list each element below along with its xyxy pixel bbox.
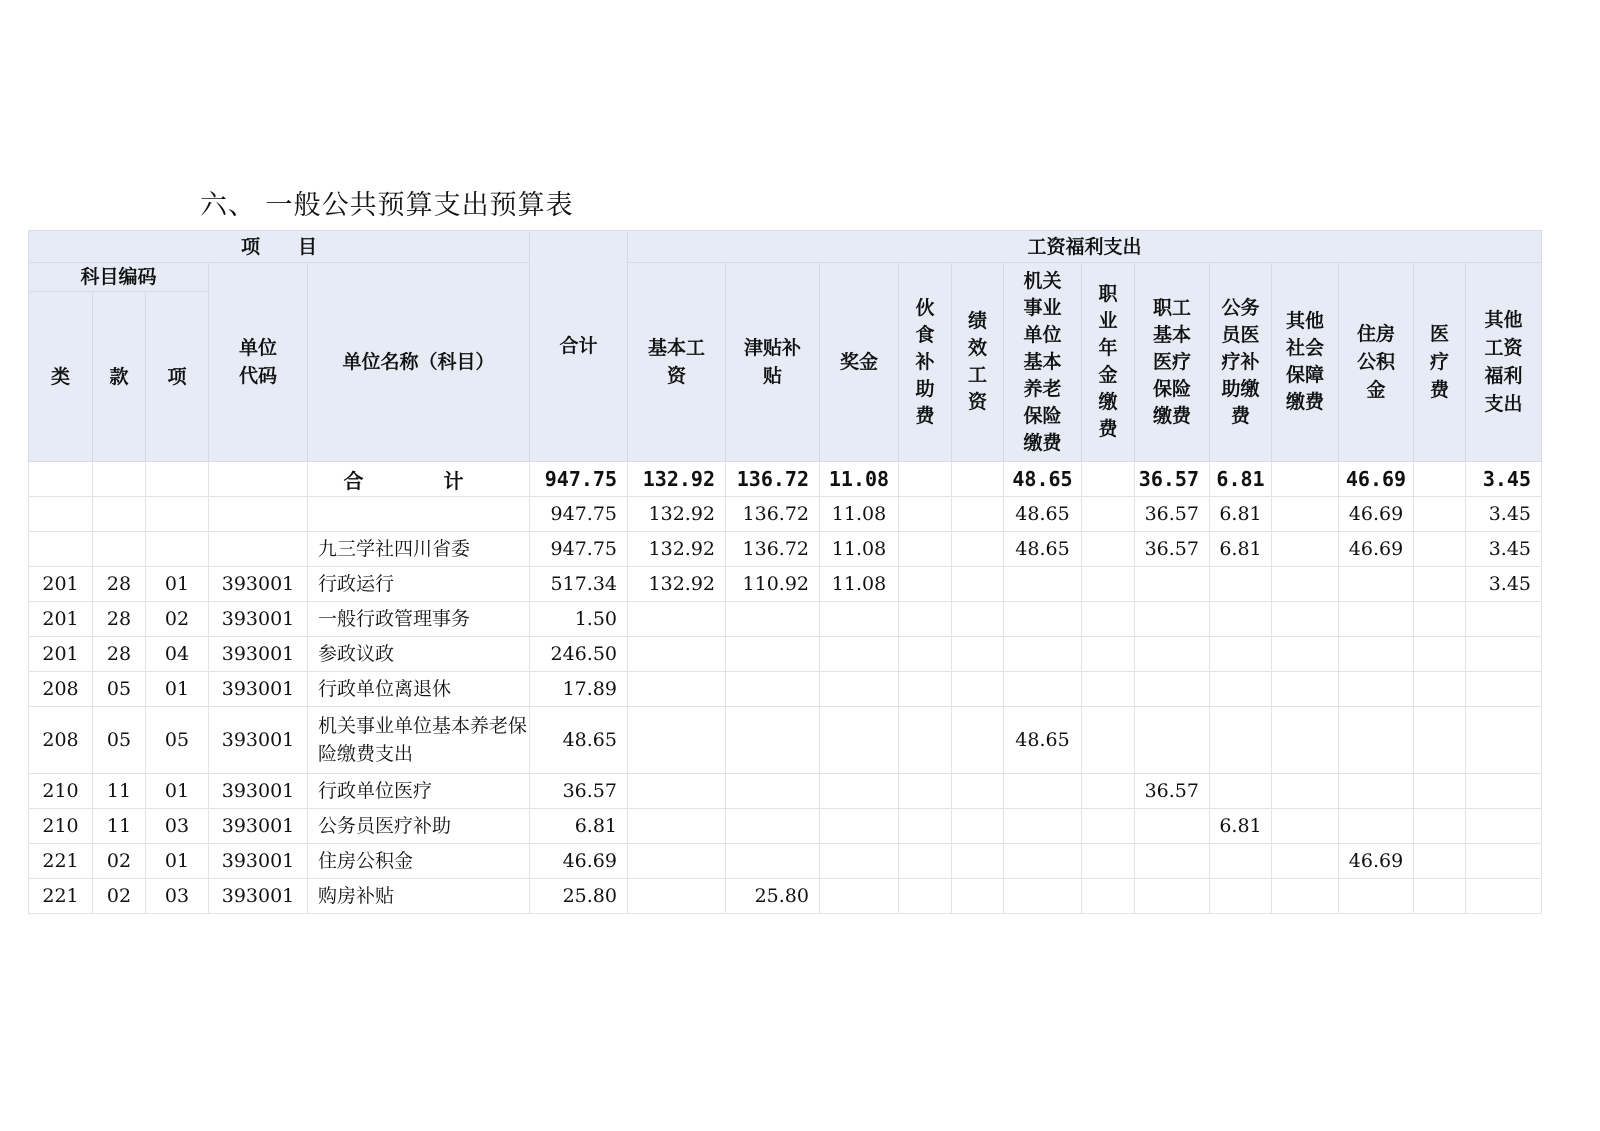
cell-col-2	[820, 637, 899, 672]
cell-col-10	[1339, 879, 1414, 914]
cell-col-12	[1466, 602, 1542, 637]
cell-unit-code: 393001	[209, 809, 308, 844]
cell-col-3	[899, 462, 952, 497]
cell-col-3	[899, 532, 952, 567]
cell-col-4	[952, 844, 1004, 879]
cell-col-1	[726, 707, 820, 774]
cell-col-0: 132.92	[628, 497, 726, 532]
cell-kuan: 11	[93, 809, 146, 844]
cell-col-2	[820, 707, 899, 774]
cell-col-3	[899, 809, 952, 844]
cell-col-2	[820, 844, 899, 879]
cell-total: 48.65	[530, 707, 628, 774]
cell-col-5	[1004, 567, 1082, 602]
cell-col-3	[899, 707, 952, 774]
header-kuan: 款	[93, 292, 146, 462]
table-row	[29, 844, 1542, 879]
cell-col-9	[1272, 602, 1339, 637]
page-title: 六、 一般公共预算支出预算表	[200, 190, 574, 221]
cell-col-1	[726, 637, 820, 672]
cell-kuan: 11	[93, 774, 146, 809]
cell-unit-name: 合 计	[308, 462, 530, 497]
cell-xiang: 03	[146, 809, 209, 844]
cell-xiang: 01	[146, 567, 209, 602]
cell-col-0	[628, 774, 726, 809]
cell-col-6	[1082, 462, 1135, 497]
cell-total: 6.81	[530, 809, 628, 844]
cell-lei: 201	[29, 567, 93, 602]
cell-xiang: 02	[146, 602, 209, 637]
cell-col-0	[628, 844, 726, 879]
cell-col-12: 3.45	[1466, 462, 1542, 497]
cell-col-9	[1272, 774, 1339, 809]
cell-col-4	[952, 879, 1004, 914]
cell-kuan: 28	[93, 567, 146, 602]
cell-col-2: 11.08	[820, 462, 899, 497]
table-row	[29, 879, 1542, 914]
cell-unit-name: 一般行政管理事务	[308, 602, 530, 637]
cell-lei: 201	[29, 602, 93, 637]
cell-total: 36.57	[530, 774, 628, 809]
cell-col-12: 3.45	[1466, 497, 1542, 532]
cell-col-5	[1004, 879, 1082, 914]
cell-col-5	[1004, 844, 1082, 879]
cell-col-7	[1135, 844, 1210, 879]
cell-xiang: 01	[146, 774, 209, 809]
cell-col-12	[1466, 707, 1542, 774]
cell-col-10: 46.69	[1339, 844, 1414, 879]
cell-col-7: 36.57	[1135, 774, 1210, 809]
cell-col-0	[628, 879, 726, 914]
cell-col-8: 6.81	[1210, 532, 1272, 567]
table-row	[29, 672, 1542, 707]
header-col-2: 奖金	[820, 263, 899, 462]
cell-col-6	[1082, 567, 1135, 602]
cell-col-12	[1466, 844, 1542, 879]
cell-col-10	[1339, 602, 1414, 637]
cell-col-1	[726, 602, 820, 637]
cell-lei: 210	[29, 809, 93, 844]
cell-col-10: 46.69	[1339, 532, 1414, 567]
cell-xiang	[146, 532, 209, 567]
header-col-12: 其他工资福利支出	[1466, 263, 1542, 462]
cell-col-8: 6.81	[1210, 497, 1272, 532]
cell-unit-code	[209, 532, 308, 567]
cell-col-6	[1082, 879, 1135, 914]
cell-col-11	[1414, 672, 1466, 707]
cell-col-1: 136.72	[726, 462, 820, 497]
cell-unit-name: 公务员医疗补助	[308, 809, 530, 844]
cell-col-1	[726, 809, 820, 844]
cell-col-5	[1004, 637, 1082, 672]
cell-xiang	[146, 462, 209, 497]
cell-col-10	[1339, 707, 1414, 774]
table-row	[29, 774, 1542, 809]
header-col-8: 公务员医疗补助缴费	[1210, 263, 1272, 462]
cell-col-11	[1414, 637, 1466, 672]
cell-col-11	[1414, 774, 1466, 809]
cell-col-11	[1414, 879, 1466, 914]
budget-table	[28, 230, 1542, 914]
cell-col-11	[1414, 567, 1466, 602]
cell-unit-code: 393001	[209, 707, 308, 774]
cell-unit-code	[209, 462, 308, 497]
cell-total: 947.75	[530, 497, 628, 532]
cell-col-6	[1082, 672, 1135, 707]
cell-total: 25.80	[530, 879, 628, 914]
cell-col-3	[899, 879, 952, 914]
cell-col-5: 48.65	[1004, 462, 1082, 497]
cell-col-5	[1004, 774, 1082, 809]
cell-col-8	[1210, 672, 1272, 707]
cell-col-7	[1135, 567, 1210, 602]
header-col-4: 绩效工资	[952, 263, 1004, 462]
table-header	[29, 231, 1542, 462]
cell-lei	[29, 532, 93, 567]
header-col-11: 医疗费	[1414, 263, 1466, 462]
cell-unit-name: 购房补贴	[308, 879, 530, 914]
cell-xiang: 03	[146, 879, 209, 914]
cell-col-6	[1082, 532, 1135, 567]
cell-col-5: 48.65	[1004, 532, 1082, 567]
cell-col-8	[1210, 637, 1272, 672]
cell-lei: 201	[29, 637, 93, 672]
cell-col-3	[899, 637, 952, 672]
cell-total: 947.75	[530, 532, 628, 567]
header-col-7: 职工基本医疗保险缴费	[1135, 263, 1210, 462]
cell-unit-name	[308, 497, 530, 532]
cell-col-8	[1210, 844, 1272, 879]
cell-total: 17.89	[530, 672, 628, 707]
cell-xiang: 04	[146, 637, 209, 672]
cell-col-11	[1414, 497, 1466, 532]
cell-col-3	[899, 672, 952, 707]
table-row	[29, 707, 1542, 774]
table-body	[29, 462, 1542, 914]
cell-xiang: 01	[146, 672, 209, 707]
cell-col-9	[1272, 532, 1339, 567]
cell-xiang	[146, 497, 209, 532]
cell-col-9	[1272, 672, 1339, 707]
cell-col-6	[1082, 602, 1135, 637]
cell-col-8	[1210, 707, 1272, 774]
cell-kuan: 02	[93, 879, 146, 914]
header-col-0: 基本工资	[628, 263, 726, 462]
cell-col-10	[1339, 672, 1414, 707]
cell-total: 517.34	[530, 567, 628, 602]
cell-unit-code: 393001	[209, 844, 308, 879]
cell-kuan	[93, 532, 146, 567]
cell-col-0	[628, 809, 726, 844]
cell-col-8: 6.81	[1210, 462, 1272, 497]
cell-col-0	[628, 707, 726, 774]
cell-col-1	[726, 774, 820, 809]
cell-col-2	[820, 672, 899, 707]
cell-col-9	[1272, 637, 1339, 672]
cell-col-6	[1082, 497, 1135, 532]
cell-unit-code: 393001	[209, 602, 308, 637]
header-col-3: 伙食补助费	[899, 263, 952, 462]
header-unit-name: 单位名称（科目）	[308, 263, 530, 462]
header-col-6: 职业年金缴费	[1082, 263, 1135, 462]
cell-col-6	[1082, 707, 1135, 774]
table-row	[29, 567, 1542, 602]
cell-col-4	[952, 532, 1004, 567]
cell-total: 246.50	[530, 637, 628, 672]
cell-col-12	[1466, 879, 1542, 914]
cell-lei	[29, 462, 93, 497]
cell-total: 46.69	[530, 844, 628, 879]
cell-col-1: 136.72	[726, 497, 820, 532]
cell-col-5	[1004, 672, 1082, 707]
cell-col-10: 46.69	[1339, 462, 1414, 497]
cell-col-7	[1135, 707, 1210, 774]
cell-col-6	[1082, 774, 1135, 809]
cell-lei: 208	[29, 707, 93, 774]
cell-kuan: 05	[93, 672, 146, 707]
cell-col-9	[1272, 844, 1339, 879]
cell-col-4	[952, 567, 1004, 602]
cell-col-5: 48.65	[1004, 707, 1082, 774]
cell-col-12	[1466, 774, 1542, 809]
cell-unit-name: 行政单位离退休	[308, 672, 530, 707]
cell-col-3	[899, 602, 952, 637]
cell-kuan: 05	[93, 707, 146, 774]
header-group: 工资福利支出	[628, 231, 1542, 263]
cell-col-2: 11.08	[820, 532, 899, 567]
cell-col-4	[952, 462, 1004, 497]
header-col-5: 机关事业单位基本养老保险缴费	[1004, 263, 1082, 462]
cell-col-0: 132.92	[628, 532, 726, 567]
cell-col-11	[1414, 809, 1466, 844]
cell-col-11	[1414, 602, 1466, 637]
cell-col-9	[1272, 707, 1339, 774]
cell-kuan: 28	[93, 602, 146, 637]
cell-xiang: 05	[146, 707, 209, 774]
cell-col-1	[726, 844, 820, 879]
header-lei: 类	[29, 292, 93, 462]
cell-unit-code: 393001	[209, 567, 308, 602]
cell-col-9	[1272, 567, 1339, 602]
cell-col-2	[820, 879, 899, 914]
cell-col-7	[1135, 879, 1210, 914]
cell-unit-code: 393001	[209, 879, 308, 914]
cell-col-12	[1466, 809, 1542, 844]
cell-col-4	[952, 497, 1004, 532]
cell-col-10: 46.69	[1339, 497, 1414, 532]
cell-unit-name: 行政单位医疗	[308, 774, 530, 809]
cell-col-12: 3.45	[1466, 567, 1542, 602]
cell-col-9	[1272, 879, 1339, 914]
cell-col-4	[952, 774, 1004, 809]
table-row	[29, 602, 1542, 637]
cell-col-8	[1210, 567, 1272, 602]
cell-col-12: 3.45	[1466, 532, 1542, 567]
cell-col-10	[1339, 567, 1414, 602]
cell-col-0: 132.92	[628, 567, 726, 602]
cell-col-6	[1082, 809, 1135, 844]
cell-col-3	[899, 774, 952, 809]
cell-col-0: 132.92	[628, 462, 726, 497]
cell-col-4	[952, 809, 1004, 844]
cell-col-7	[1135, 672, 1210, 707]
header-unit-code: 单位代码	[209, 263, 308, 462]
cell-col-3	[899, 497, 952, 532]
cell-col-7	[1135, 637, 1210, 672]
cell-col-11	[1414, 844, 1466, 879]
cell-col-5	[1004, 602, 1082, 637]
cell-col-1: 25.80	[726, 879, 820, 914]
header-col-9: 其他社会保障缴费	[1272, 263, 1339, 462]
cell-unit-name: 九三学社四川省委	[308, 532, 530, 567]
cell-col-0	[628, 672, 726, 707]
cell-unit-name: 住房公积金	[308, 844, 530, 879]
cell-kuan	[93, 462, 146, 497]
cell-col-6	[1082, 637, 1135, 672]
header-col-1: 津贴补贴	[726, 263, 820, 462]
cell-col-9	[1272, 462, 1339, 497]
cell-col-6	[1082, 844, 1135, 879]
cell-col-1: 110.92	[726, 567, 820, 602]
cell-col-4	[952, 602, 1004, 637]
cell-col-8	[1210, 602, 1272, 637]
cell-col-7: 36.57	[1135, 462, 1210, 497]
cell-lei: 221	[29, 844, 93, 879]
cell-total: 1.50	[530, 602, 628, 637]
cell-col-9	[1272, 809, 1339, 844]
cell-col-0	[628, 637, 726, 672]
cell-col-5	[1004, 809, 1082, 844]
cell-col-2: 11.08	[820, 497, 899, 532]
cell-col-8	[1210, 879, 1272, 914]
cell-col-10	[1339, 809, 1414, 844]
cell-col-3	[899, 844, 952, 879]
cell-col-8	[1210, 774, 1272, 809]
cell-kuan: 28	[93, 637, 146, 672]
cell-col-1	[726, 672, 820, 707]
cell-lei: 208	[29, 672, 93, 707]
cell-col-11	[1414, 462, 1466, 497]
table-row	[29, 809, 1542, 844]
table-row	[29, 637, 1542, 672]
header-total: 合计	[530, 231, 628, 462]
cell-unit-name: 参政议政	[308, 637, 530, 672]
cell-col-3	[899, 567, 952, 602]
cell-unit-code	[209, 497, 308, 532]
table-row	[29, 532, 1542, 567]
cell-total: 947.75	[530, 462, 628, 497]
cell-col-5: 48.65	[1004, 497, 1082, 532]
cell-col-7: 36.57	[1135, 497, 1210, 532]
cell-col-4	[952, 637, 1004, 672]
cell-col-1: 136.72	[726, 532, 820, 567]
cell-lei: 210	[29, 774, 93, 809]
cell-col-7	[1135, 809, 1210, 844]
cell-unit-name: 行政运行	[308, 567, 530, 602]
cell-col-10	[1339, 774, 1414, 809]
cell-xiang: 01	[146, 844, 209, 879]
cell-col-2	[820, 602, 899, 637]
cell-col-12	[1466, 637, 1542, 672]
header-col-10: 住房公积金	[1339, 263, 1414, 462]
header-xiang: 项	[146, 292, 209, 462]
cell-col-9	[1272, 497, 1339, 532]
cell-lei	[29, 497, 93, 532]
cell-col-4	[952, 707, 1004, 774]
cell-col-4	[952, 672, 1004, 707]
cell-col-8: 6.81	[1210, 809, 1272, 844]
table-row	[29, 497, 1542, 532]
cell-col-12	[1466, 672, 1542, 707]
cell-col-2: 11.08	[820, 567, 899, 602]
cell-col-11	[1414, 532, 1466, 567]
cell-col-11	[1414, 707, 1466, 774]
cell-col-2	[820, 809, 899, 844]
cell-col-7: 36.57	[1135, 532, 1210, 567]
cell-kuan: 02	[93, 844, 146, 879]
cell-col-0	[628, 602, 726, 637]
budget-table-wrapper	[28, 230, 1542, 914]
total-row	[29, 462, 1542, 497]
header-item: 项 目	[29, 231, 530, 263]
cell-unit-code: 393001	[209, 672, 308, 707]
cell-col-7	[1135, 602, 1210, 637]
header-subject-code: 科目编码	[29, 263, 209, 292]
cell-lei: 221	[29, 879, 93, 914]
cell-kuan	[93, 497, 146, 532]
cell-unit-code: 393001	[209, 637, 308, 672]
cell-col-10	[1339, 637, 1414, 672]
cell-unit-name: 机关事业单位基本养老保险缴费支出	[308, 707, 530, 774]
cell-unit-code: 393001	[209, 774, 308, 809]
cell-col-2	[820, 774, 899, 809]
